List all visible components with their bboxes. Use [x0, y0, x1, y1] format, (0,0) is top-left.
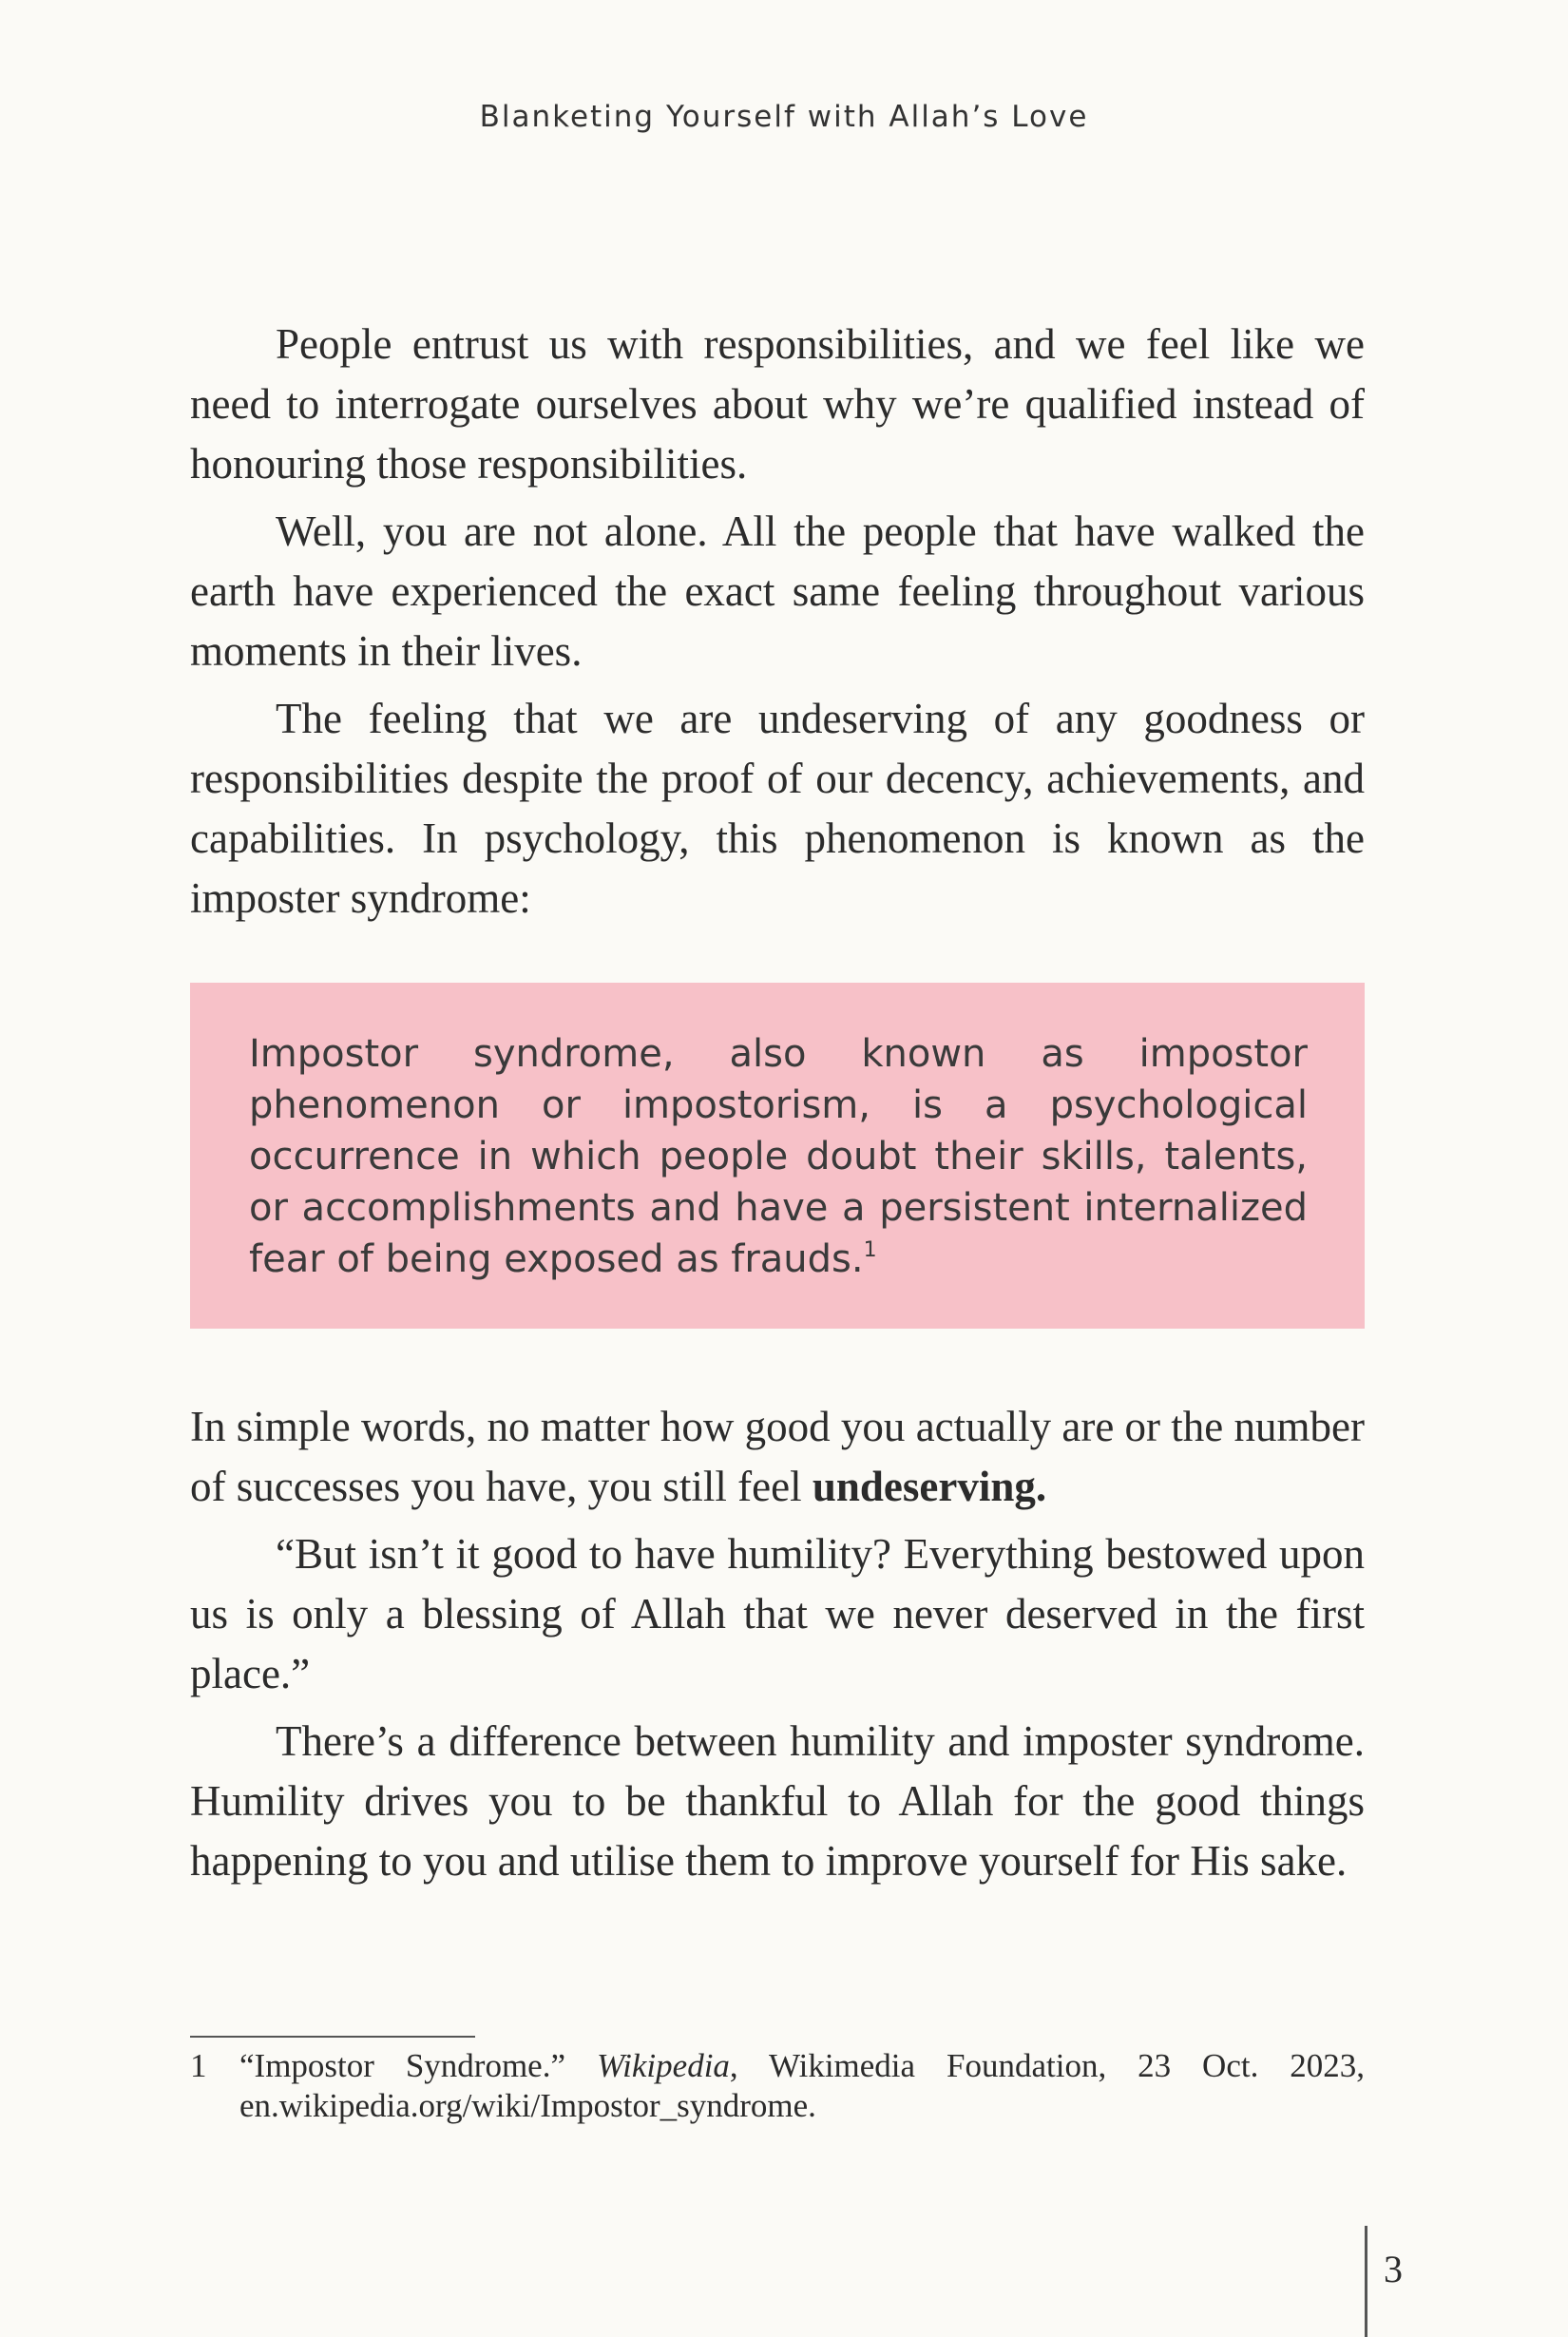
- body-text-top: [190, 315, 1365, 936]
- page-number-rule: [1365, 2226, 1367, 2337]
- page-number: 3: [1384, 2248, 1403, 2290]
- definition-body: Impostor syndrome, also known as impostor phenomenon or impostorism, is a psychological occurrence in which people doubt their skills, talents, or accomplishments and have a persistent internalized fear of being exposed as frauds.: [249, 1032, 1308, 1281]
- footnote-reference[interactable]: 1: [863, 1238, 877, 1262]
- paragraph-4-text: In simple words, no matter how good you actually are or the number of successes you have, you still feel: [190, 1403, 1365, 1510]
- paragraph-4: [190, 1397, 1365, 1517]
- footnote-details: , Wikimedia Foundation, 23 Oct. 2023, en.wikipedia.org/wiki/Impostor_syndrome.: [239, 2047, 1366, 2124]
- body-text-bottom: [190, 1397, 1365, 1899]
- paragraph-5: “But isn’t it good to have humility? Everything bestowed upon us is only a blessing of Allah that we never deserved in the first place.”: [190, 1530, 1365, 1697]
- running-header: Blanketing Yourself with Allah’s Love: [479, 100, 1089, 134]
- footnote: [190, 2046, 1365, 2126]
- paragraph-6: There’s a difference between humility and imposter syndrome. Humility drives you to be thankful to Allah for the good things happening to you and utilise them to improve yourself for His sake.: [190, 1717, 1365, 1885]
- footnote-source: Wikipedia: [596, 2047, 730, 2084]
- definition-text: [249, 1028, 1308, 1285]
- footnote-number: 1: [190, 2047, 207, 2084]
- footnote-divider: [190, 2036, 475, 2038]
- paragraph-1: People entrust us with responsibilities, and we feel like we need to interrogate ourselves about why we’re qualified instead of honouring those responsibilities.: [190, 320, 1365, 488]
- definition-callout: [190, 983, 1365, 1329]
- paragraph-3: The feeling that we are undeserving of any goodness or responsibilities despite the proof of our decency, achievements, and capabilities. In psychology, this phenomenon is known as the imposter syndrome:: [190, 695, 1365, 922]
- paragraph-2: Well, you are not alone. All the people that have walked the earth have experienced the exact same feeling throughout various moments in their lives.: [190, 508, 1365, 675]
- emphasis-undeserving: undeserving.: [812, 1463, 1047, 1510]
- footnote-citation: [239, 2046, 1365, 2126]
- footnote-quote-title: “Impostor Syndrome.”: [239, 2047, 566, 2084]
